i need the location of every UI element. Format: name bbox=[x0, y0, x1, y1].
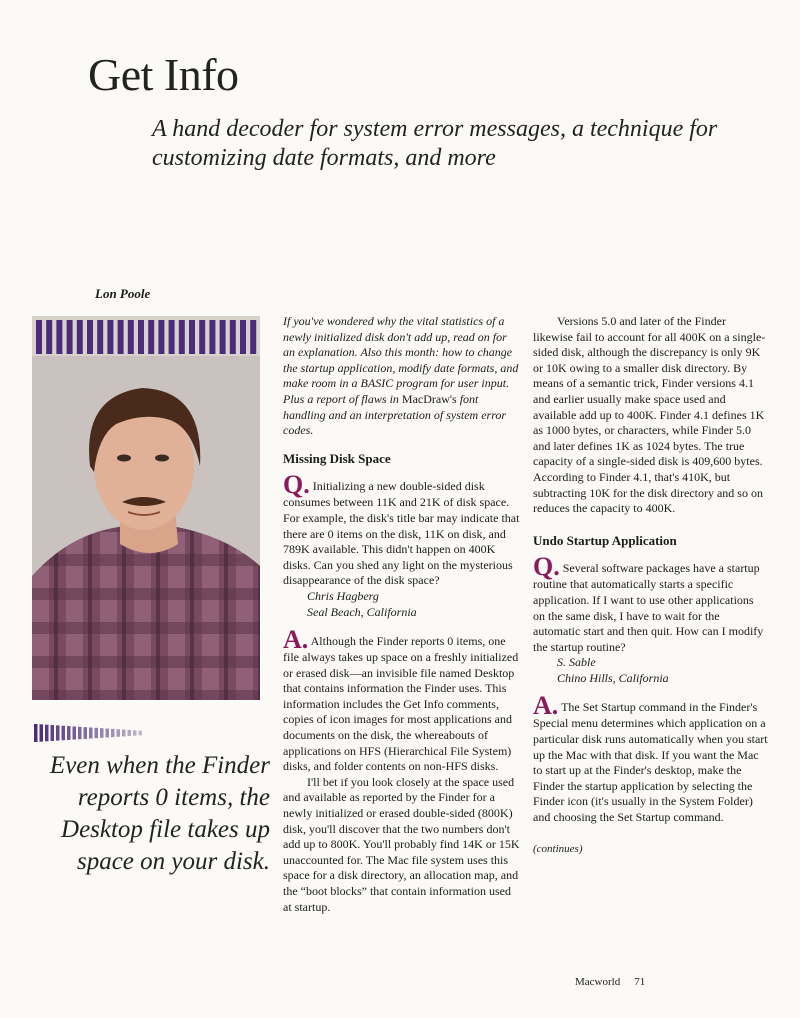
answer-paragraph-2: I'll bet if you look closely at the space used and available as reported by the Finder for a newly initialized or erased double-sided (800K) disk, you'll discover that the two numbers don't add up to 800K. You'll probably find 14K or 15K unaccounted for. The Mac file system uses this space for a disk directory, an allocation map, and the “boot blocks” that contain information used at startup. bbox=[283, 774, 520, 914]
asker-name-2: S. Sable bbox=[557, 655, 596, 670]
intro-text-2: font handling and an interpretation of system error codes. bbox=[283, 391, 507, 438]
pull-quote: Even when the Finder reports 0 items, the Desktop file takes up space on your disk. bbox=[49, 752, 270, 875]
continues-note: (continues) bbox=[533, 842, 583, 855]
question-text: Initializing a new double-sided disk consumes between 11K and 21K of disk space. For example, the disk's title bar may indicate that there are 0 items on the disk, 11K on disk, and 789K available. This didn't happen on 400K disks. Can you shed any light on the mysterious disappearance of the disk space? bbox=[283, 479, 520, 588]
author-byline: Lon Poole bbox=[95, 286, 151, 301]
author-photo bbox=[32, 316, 260, 700]
answer-text-4: The Set Startup command in the Finder's Special menu determines which application on a particular disk runs automatically when you start up the Mac with that disk. If you want the Mac to start up at the Finder's desktop, make the Finder the startup application by selecting the Finder icon (it's usually in the System Folder) and choosing the Set Startup command. bbox=[533, 700, 768, 825]
question-paragraph-2 bbox=[533, 552, 768, 655]
asker-location: Seal Beach, California bbox=[307, 604, 417, 619]
intro-text-1: If you've wondered why the vital statistics of a newly initialized disk don't add up, read on for an explanation. Also this month: how to change the startup application, modify date formats, and make room in a BASIC program for user input. Plus a report of flaws in bbox=[283, 314, 519, 406]
page-footer bbox=[575, 976, 659, 988]
asker-name: Chris Hagberg bbox=[307, 588, 379, 603]
author-portrait-image bbox=[32, 316, 260, 700]
question-text-2: Several software packages have a startup routine that automatically starts a specific application. If I want to use other applications on the same disk, I have to wait for the automatic start and then quit. How can I modify the startup routine? bbox=[533, 561, 764, 654]
answer-marker: A. bbox=[283, 625, 309, 655]
answer-paragraph bbox=[283, 625, 520, 775]
section-heading-undo-startup: Undo Startup Application bbox=[533, 532, 677, 548]
intro-macdraw: MacDraw's bbox=[401, 391, 457, 406]
question-marker-2: Q. bbox=[533, 552, 560, 582]
article-subtitle: A hand decoder for system error messages, a technique for customizing date formats, and more bbox=[152, 116, 718, 171]
answer-marker-2: A. bbox=[533, 691, 559, 721]
section-heading-missing-disk-space: Missing Disk Space bbox=[283, 450, 391, 466]
intro-paragraph bbox=[283, 314, 520, 439]
question-paragraph bbox=[283, 470, 520, 589]
article-column-2 bbox=[533, 314, 768, 857]
answer-paragraph-4 bbox=[533, 691, 768, 825]
asker-location-2: Chino Hills, California bbox=[557, 670, 669, 685]
article-title: Get Info bbox=[88, 49, 239, 100]
answer-paragraph-3: Versions 5.0 and later of the Finder likewise fail to account for all 400K on a single-sided disk, although the discrepancy is only 9K or 10K owing to a smaller disk directory. By means of a semantic trick, Finder versions 4.1 and earlier usually make space used and available add up to 400K. Finder 4.1 defines 1K as 1000 bytes, or characters, while Finder 5.0 and later defines 1K as 1024 bytes. The true capacity of a single-sided disk is 409,600 bytes. According to Finder 4.1, that's 410K, but subtracting 10K for the disk directory and so on reduces the capacity to 400K. bbox=[533, 314, 766, 516]
article-column-1 bbox=[283, 314, 520, 915]
magazine-name: Macworld bbox=[575, 976, 621, 988]
answer-text-1: Although the Finder reports 0 items, one file always takes up space on a freshly initialized or erased disk—an invisible file named Desktop that contains information the Finder uses. This information includes the Get Info comments, copies of icon images for most applications and documents on the disk, the whereabouts of applications on HFS (Hierarchical File System) disks, and folder contents on non-HFS disks. bbox=[283, 634, 519, 774]
decorative-stripes bbox=[34, 724, 144, 742]
page-number: 71 bbox=[634, 976, 646, 988]
question-marker: Q. bbox=[283, 470, 310, 500]
